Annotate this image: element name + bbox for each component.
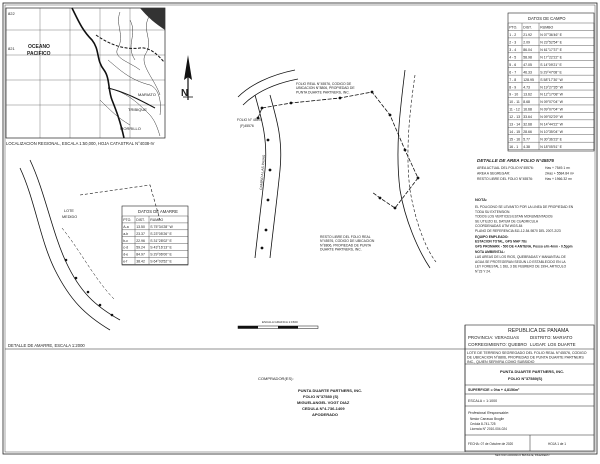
- field-table-cell: 32.68: [523, 122, 532, 127]
- title-scale: ESCALA = 1:1000: [468, 399, 498, 403]
- field-table-cell: N 09°02'29" W: [540, 115, 563, 120]
- note-line: ESTACION TOTAL, GPS MAP 78s: [475, 239, 527, 244]
- field-table-cell: 11 - 12: [509, 107, 520, 112]
- mooring-caption: DETALLE DE AMARRE, ESCALA 1:2000: [8, 343, 85, 348]
- field-table-cell: 33.64: [523, 115, 532, 120]
- title-block: [465, 325, 594, 451]
- field-table-cell: 3 - 4: [509, 48, 517, 52]
- note-line: NOTA AMBIENTAL:: [475, 250, 506, 255]
- field-table-cell: 13.62: [523, 92, 532, 97]
- field-table-cell: N 07°36'46" E: [540, 33, 562, 38]
- mooring-table-cell: S 23°05'26" E: [150, 231, 172, 236]
- field-table-title: DATOS DE CAMPO: [528, 16, 566, 21]
- lote-label-2: MEDIDO: [62, 215, 78, 219]
- field-table-cell: N 19°27'35" W: [540, 85, 563, 90]
- field-table-cell: 15 - 16: [509, 137, 521, 142]
- field-table-cell: 2 - 3: [509, 40, 517, 45]
- mooring-table-cell: A-a: [123, 225, 129, 229]
- mooring-table-cell: e-f: [123, 259, 128, 264]
- title-description-line-2: DE UBICACION N°8806, PROPIEDAD DE PUNTA DUARTE PARTNERS: [467, 355, 584, 360]
- mooring-table-title: DATOS DE AMARRE: [138, 209, 178, 214]
- place-tribique: TRIBIQUE: [128, 107, 147, 112]
- responsible-line-3: Licencia N° 2010-004-024: [470, 427, 507, 431]
- mooring-table-cell: 23.37: [136, 231, 145, 236]
- field-table-cell: 12 - 13: [509, 115, 521, 120]
- mooring-table-cell: S 75°34'28" W: [150, 225, 173, 229]
- buyer-name-3: MIGUELANGEL VOGT DIAZ: [297, 400, 350, 405]
- parcel-drawing: [237, 70, 436, 268]
- mooring-table: [122, 206, 188, 265]
- area-row-label: AREA A SEGREGAR:: [477, 171, 510, 176]
- mooring-table-cell: 38.42: [136, 259, 145, 264]
- field-data-table: [508, 13, 594, 151]
- field-table-cell: 86.04: [523, 48, 532, 52]
- note-line: COORDENADAS UTM WGS-84: [475, 224, 523, 229]
- field-table-cell: N 18°05'51" E: [540, 144, 562, 149]
- map-corner-tl: 822: [8, 11, 15, 16]
- resto-label: RESTO LIBRE DEL FOLIO REAL N°45576, CODIGO DE UBICACION N°8806, PROPIEDAD DE PUNTA DUARTE PARTNERS, INC.: [320, 235, 375, 252]
- field-table-cell: 8 - 9: [509, 85, 517, 90]
- notes-heading: NOTA:: [475, 197, 488, 202]
- mooring-table-cell: 22.96: [136, 238, 145, 243]
- field-table-cell: 2.09: [523, 40, 531, 45]
- mooring-table-header: DIST.: [136, 218, 145, 223]
- area-detail: [477, 158, 575, 181]
- title-district: DISTRITO: MARIATO: [530, 335, 573, 340]
- buyer-block: [258, 376, 362, 417]
- note-line: LAS AREAS DE LOS RIOS, QUEBRADAS Y MANANTIAL DE: [475, 255, 566, 259]
- location-map-caption: LOCALIZACION REGIONAL, ESCALA 1:50,000, HOJA CATASTRAL N°4038-IV: [6, 141, 155, 146]
- area-detail-title: DETALLE DE AREA FOLIO N°45576: [477, 158, 554, 163]
- field-table-cell: 1 - 2: [509, 33, 517, 38]
- footer-note: NESTOR CARRASCO BROGLIE, INGENIERO: [495, 454, 550, 457]
- title-owner-1: PUNTA DUARTE PARTNERS, INC.: [500, 369, 565, 374]
- field-table-cell: S 29°47'08" E: [540, 70, 562, 75]
- field-table-cell: 4.38: [523, 144, 531, 149]
- field-table-cell: N 23°52'54" E: [540, 40, 562, 45]
- north-label: N: [181, 88, 189, 99]
- field-table-header: PTO.: [509, 25, 518, 30]
- title-republic: REPUBLICA DE PANAMA: [508, 328, 569, 334]
- parcel-left-label-1: FOLIO N° 45576: [237, 118, 263, 122]
- field-table-cell: N 30°36'23" E: [540, 137, 562, 142]
- note-line: SE UTILIZO EL DATUM DE CUADRICULA: [475, 219, 539, 224]
- field-table-cell: S 14°09'21" E: [540, 62, 562, 67]
- lote-label-1: LOTE: [64, 209, 74, 213]
- buyer-name-4: CEDULA N°4-736-1409: [302, 406, 345, 411]
- field-table-cell: 5.77: [523, 137, 531, 142]
- road-label: CAMINO A LAS PAVAS: [259, 154, 267, 191]
- note-line: PLANO DE REFERENCIA 811-12-54-9870 DEL 2007-2/23: [475, 229, 561, 233]
- area-row-value: Has + 1966.32 m²: [545, 177, 573, 181]
- field-table-cell: 47.05: [523, 62, 532, 67]
- area-row-value: 2Has + 5584.84 m²: [545, 171, 574, 176]
- field-table-cell: 14 - 15: [509, 129, 521, 134]
- field-table-header: RUMBO: [540, 25, 554, 30]
- note-line: EL POLIGONO SE LEVANTO POR LA LINEA DE PROPIEDAD EN: [475, 205, 574, 209]
- place-morrillo: MORRILLO: [120, 126, 141, 131]
- mooring-table-cell: d-e: [123, 252, 129, 257]
- mooring-table-cell: S 43°16'13" E: [150, 245, 172, 250]
- field-table-cell: 7 - 8: [509, 77, 517, 82]
- area-row-label: RESTO LIBRE DEL FOLIO N°45576:: [477, 177, 534, 181]
- title-province: PROVINCIA: VERAGUAS: [468, 335, 519, 340]
- note-line: GPS PROMARK - 500 DE 4 ANTENA, Posso e/m 4mm - 0.5ppm: [475, 244, 573, 249]
- field-table-cell: 6 - 7: [509, 70, 517, 75]
- scale-label: ESCALA GRAFICA 1:1500: [262, 320, 298, 324]
- title-surface: SUPERFICIE = 0ha + 4,8156m²: [468, 388, 520, 392]
- responsible-heading: Profesional Responsable:: [468, 411, 509, 415]
- title-sheet: HOJA 1 de 1: [548, 442, 567, 446]
- mooring-table-cell: 84.97: [136, 252, 145, 257]
- responsible-line-1: Nestor Carrasco Broglie: [470, 417, 505, 421]
- field-table-cell: 16.68: [523, 107, 532, 112]
- map-corner-bl: 821: [8, 46, 15, 51]
- title-owner-2: FOLIO N°37580(S): [508, 376, 543, 381]
- mooring-table-cell: 13.50: [136, 225, 145, 229]
- note-line: TODOS LOS VERTICES ESTAN MONUMENTADOS: [475, 214, 553, 219]
- mooring-table-cell: a-b: [123, 231, 129, 236]
- ocean-label-2: PACIFICO: [27, 51, 51, 57]
- title-place: LUGAR: LOS DUARTE: [530, 342, 576, 347]
- buyer-name-5: APODERADO: [312, 412, 339, 417]
- mooring-table-cell: S 31°28'02" E: [150, 238, 172, 243]
- field-table-cell: 28.66: [523, 129, 532, 134]
- notes-block: [475, 197, 574, 273]
- parcel-left-label-2: (F)45576: [240, 124, 254, 128]
- title-date: FECHA: 07 de Octubre de 2020: [468, 442, 514, 446]
- title-description: [467, 351, 587, 364]
- field-table-cell: N 14°44'22" W: [540, 122, 563, 127]
- field-table-cell: N 09°07'04" W: [540, 107, 563, 112]
- field-table-cell: 128.95: [523, 77, 534, 82]
- field-table-cell: N 17°22'22" E: [540, 55, 562, 60]
- ocean-label-1: OCEANO: [28, 44, 50, 50]
- field-table-header: DIST.: [523, 25, 532, 30]
- field-table-cell: 16 - 1: [509, 144, 519, 149]
- field-table-cell: 4.73: [523, 85, 531, 90]
- field-table-cell: 10 - 11: [509, 100, 520, 105]
- area-row-value: Has + 7549.1 m²: [545, 166, 571, 170]
- mooring-table-cell: b-c: [123, 238, 129, 243]
- graphic-scale: [238, 320, 318, 329]
- note-line: N°23 Y 24.: [475, 269, 491, 274]
- note-line: EQUIPO EMPLEADO:: [475, 234, 509, 239]
- field-table-cell: S 58°17'30" W: [540, 77, 563, 82]
- mooring-table-cell: 59.24: [136, 245, 145, 250]
- field-table-cell: N 09°07'04" W: [540, 100, 563, 105]
- title-corregimiento: CORREGIMIENTO: QUEBRO: [468, 342, 527, 347]
- responsible-line-2: Cedula 8-741-725: [470, 422, 496, 426]
- field-table-cell: N 12°17'08" W: [540, 92, 563, 97]
- field-table-cell: 46.33: [523, 70, 532, 75]
- field-table-cell: 21.92: [523, 33, 532, 38]
- field-table-cell: 5 - 6: [509, 62, 517, 67]
- location-map: [6, 8, 165, 138]
- note-line: LEY FORESTAL 1 DEL 3 DE FEBRERO DE 1994, ARTICULO: [475, 264, 567, 269]
- north-arrow-icon: [181, 55, 193, 100]
- field-table-cell: 9 - 10: [509, 92, 519, 97]
- title-description-line-3: INC., QUIEN SERVIRA COMO SUBSIDIO: [467, 360, 535, 364]
- field-table-cell: 8.68: [523, 100, 531, 105]
- buyer-name-1: PUNTA DUARTE PARTNERS, INC.: [298, 388, 363, 393]
- field-table-cell: 13 - 14: [509, 122, 521, 127]
- mooring-table-header: PTO.: [123, 218, 132, 223]
- mooring-table-cell: S 64°03'52" E: [150, 259, 172, 264]
- buyer-name-2: FOLIO N°37580 (S): [303, 394, 339, 399]
- parcel-top-label: FOLIO REAL N°45576, CODIGO DE UBICACION N°8806, PROPIEDAD DE PUNTA DUARTE PARTNERS, INC.: [296, 82, 355, 95]
- buyer-heading: COMPRADOR(ES):: [258, 376, 294, 381]
- note-line: AGUA SE PROTEGERAN SEGUN LO ESTABLECIDO EN LA: [475, 259, 566, 264]
- field-table-cell: 58.98: [523, 55, 532, 60]
- title-description-line-1: LOTE DE TERRENO SEGREGADO DEL FOLIO REAL N°45576, CODIGO: [467, 351, 587, 355]
- mooring-table-header: RUMBO: [150, 218, 164, 223]
- area-row-label: AREA ACTUAL DEL FOLIO N°45576:: [477, 166, 534, 170]
- note-line: TODA SU EXTENSION.: [475, 209, 511, 214]
- field-table-cell: 4 - 5: [509, 55, 517, 60]
- mooring-table-cell: S 29°06'00" E: [150, 252, 172, 257]
- field-table-cell: N 10°35'04" W: [540, 129, 563, 134]
- place-mariato: MARIATO: [138, 92, 156, 97]
- mooring-table-cell: c-d: [123, 245, 129, 250]
- field-table-cell: N 61°17'37" E: [540, 48, 562, 52]
